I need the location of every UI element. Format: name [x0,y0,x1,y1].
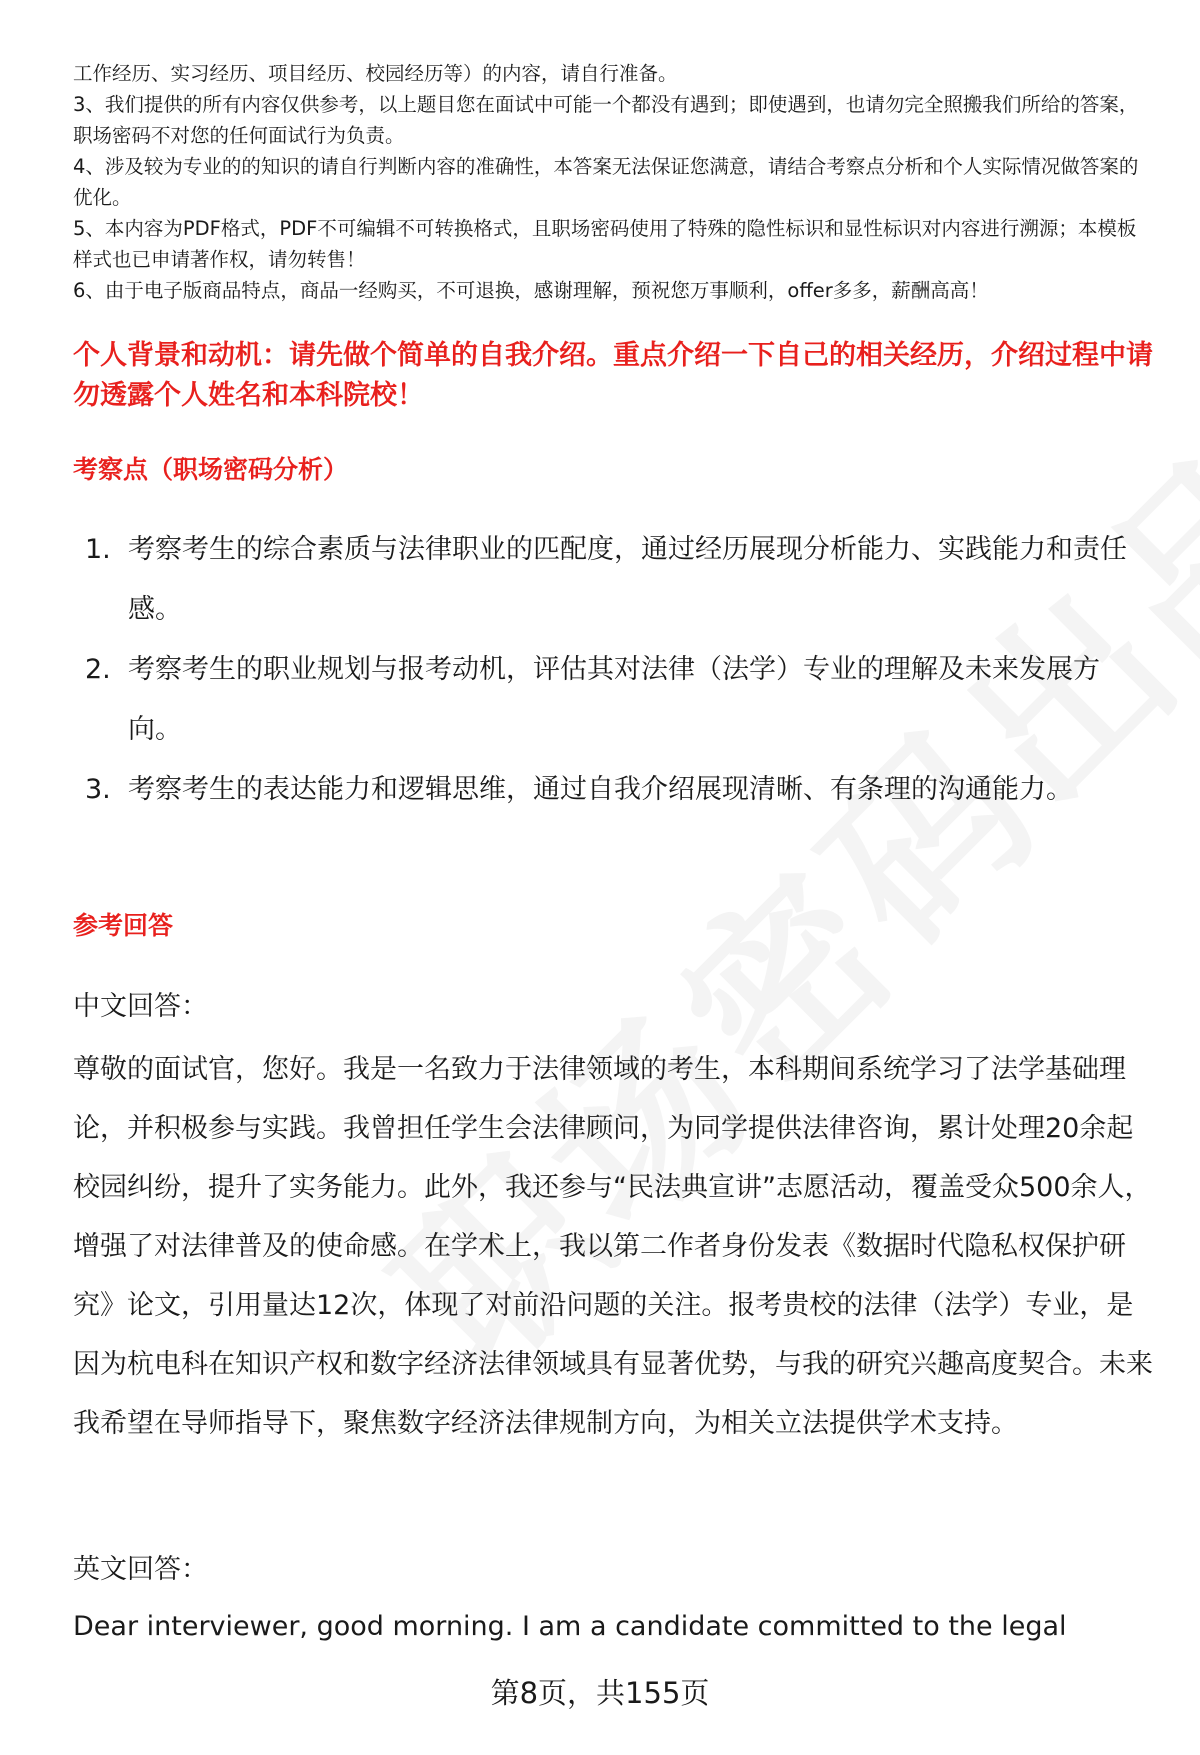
note-line: 工作经历、实习经历、项目经历、校园经历等）的内容，请自行准备。 [73,62,678,85]
page-number: 第8页，共155页 [490,1676,710,1710]
section-answer-title: 参考回答 [73,911,174,940]
section-points-title: 考察点（职场密码分析） [73,455,349,484]
list-item [73,760,1153,820]
notes-block [73,58,1153,306]
list-item [73,520,1153,640]
points-list [73,520,1153,820]
note-line: 4、涉及较为专业的的知识的请自行判断内容的准确性，本答案无法保证您满意，请结合考察点分析和个人实际情况做答案的优化。 [73,155,1139,209]
list-number: 1. [85,534,111,565]
list-text: 考察考生的综合素质与法律职业的匹配度，通过经历展现分析能力、实践能力和责任感。 [128,534,1127,625]
list-text: 考察考生的职业规划与报考动机，评估其对法律（法学）专业的理解及未来发展方向。 [128,654,1100,745]
list-text: 考察考生的表达能力和逻辑思维，通过自我介绍展现清晰、有条理的沟通能力。 [128,774,1073,805]
question-title: 个人背景和动机：请先做个简单的自我介绍。重点介绍一下自己的相关经历，介绍过程中请勿透露个人姓名和本科院校！ [73,340,1153,411]
note-line: 3、我们提供的所有内容仅供参考，以上题目您在面试中可能一个都没有遇到；即使遇到，也请勿完全照搬我们所给的答案，职场密码不对您的任何面试行为负责。 [73,93,1139,147]
chinese-answer-label: 中文回答： [73,991,208,1022]
english-answer-text: Dear interviewer, good morning. I am a candidate committed to the legal [73,1611,1067,1642]
list-item [73,640,1153,760]
list-number: 3. [85,774,111,805]
note-line: 6、由于电子版商品特点，商品一经购买，不可退换，感谢理解，预祝您万事顺利，offer多多，薪酬高高！ [73,279,989,302]
chinese-answer-text: 尊敬的面试官，您好。我是一名致力于法律领域的考生，本科期间系统学习了法学基础理论，并积极参与实践。我曾担任学生会法律顾问，为同学提供法律咨询，累计处理20余起校园纠纷，提升了实务能力。此外，我还参与“民法典宣讲”志愿活动，覆盖受众500余人，增强了对法律普及的使命感。在学术上，我以第二作者身份发表《数据时代隐私权保护研究》论文，引用量达12次，体现了对前沿问题的关注。报考贵校的法律（法学）专业，是因为杭电科在知识产权和数字经济法律领域具有显著优势，与我的研究兴趣高度契合。未来我希望在导师指导下，聚焦数字经济法律规制方向，为相关立法提供学术支持。 [73,1054,1153,1439]
note-line: 5、本内容为PDF格式，PDF不可编辑不可转换格式，且职场密码使用了特殊的隐性标识和显性标识对内容进行溯源；本模板样式也已申请著作权，请勿转售！ [73,217,1137,271]
english-answer-label: 英文回答： [73,1554,208,1585]
list-number: 2. [85,654,111,685]
